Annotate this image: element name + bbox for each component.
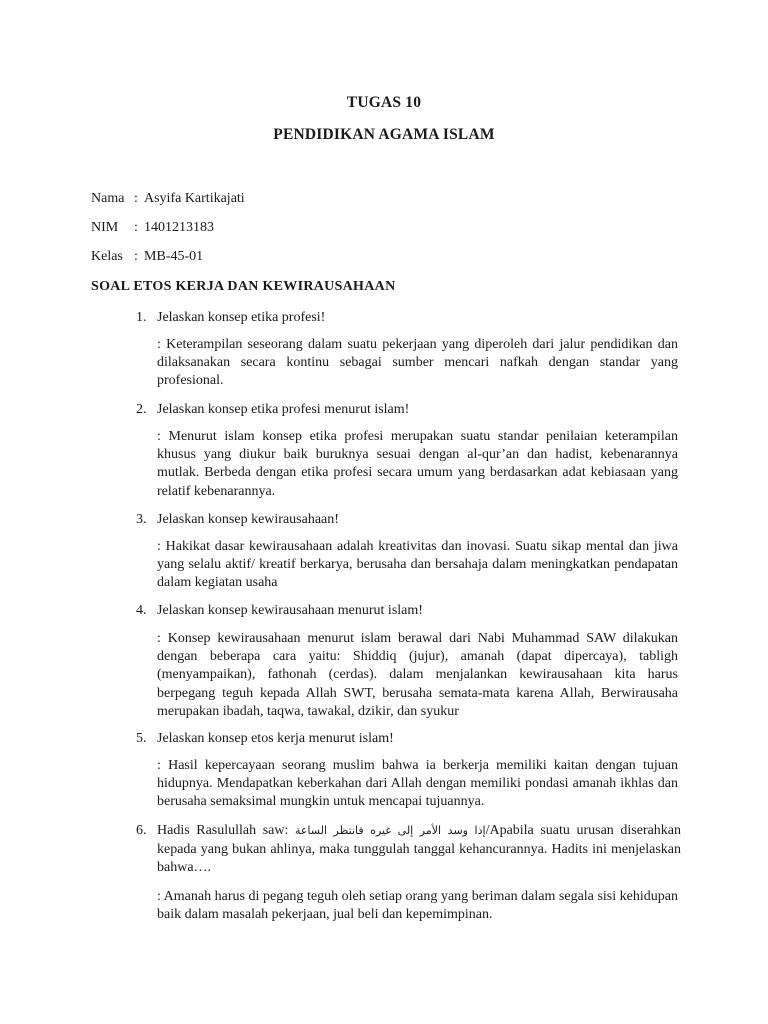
answer-5: : Hasil kepercayaan seorang muslim bahwa ia berkerja memiliki kaitan dengan tujuan hidupnya. Mendapatkan keberkahan dari Allah dengan memiliki pondasi amanah ikhlas dan berusaha semaksimal mungkin untuk mencapai tujuannya.	[157, 758, 678, 810]
question-text: Jelaskan konsep etos kerja menurut islam!	[157, 731, 394, 746]
question-2	[136, 401, 681, 419]
identity-label: Nama	[91, 191, 125, 206]
question-1	[136, 309, 681, 327]
question-6	[136, 822, 681, 878]
question-number: 5.	[136, 731, 147, 746]
answer-1: : Keterampilan seseorang dalam suatu pekerjaan yang diperoleh dari jalur pendidikan dan dilaksanakan secara kontinu sebagai sumber mencari nafkah dengan standar yang profesional.	[157, 337, 678, 389]
answer-4: : Konsep kewirausahaan menurut islam berawal dari Nabi Muhammad SAW dilakukan dengan beberapa cara yaitu: Shiddiq (jujur), amanah (dapat dipercaya), tabligh (menyampaikan), fathonah (cerdas). dalam menjalankan kewirausahaan kita harus berpegang teguh kepada Allah SWT, berusaha semata-mata karena Allah, Berwirausaha merupakan ibadah, taqwa, tawakal, dzikir, dan syukur	[157, 631, 678, 719]
identity-value: 1401213183	[144, 220, 214, 235]
arabic-hadith-text: إذا وسد الأمر إلى غيره فانتظر الساعة	[294, 824, 486, 837]
question-text: Jelaskan konsep etika profesi menurut islam!	[157, 402, 410, 417]
question-3	[136, 511, 681, 529]
answer-2: : Menurut islam konsep etika profesi merupakan suatu standar penilaian keterampilan khusus yang diukur baik buruknya sesuai dengan al-qur’an dan hadist, kebenarannya mutlak. Berbeda dengan etika profesi secara umum yang berdasarkan adat kebiasaan yang relatif kebenarannya.	[157, 429, 678, 499]
question-number: 6.	[136, 823, 147, 838]
question-number: 4.	[136, 603, 147, 618]
question-number: 2.	[136, 402, 147, 417]
identity-label: NIM	[91, 220, 119, 235]
identity-value: Asyifa Kartikajati	[144, 191, 245, 206]
question-text: Jelaskan konsep kewirausahaan menurut islam!	[157, 603, 423, 618]
answer-3: : Hakikat dasar kewirausahaan adalah kreativitas dan inovasi. Suatu sikap mental dan jiwa yang selalu aktif/ kreatif berkarya, berusaha dan bersahaja dalam meningkatkan pendapatan dalam kegiatan usaha	[157, 539, 678, 591]
identity-row-kelas	[91, 249, 203, 265]
question-text: Jelaskan konsep kewirausahaan!	[157, 512, 339, 527]
answer-6: : Amanah harus di pegang teguh oleh setiap orang yang beriman dalam segala sisi kehidupan baik dalam masalah pekerjaan, jual beli dan kepemimpinan.	[157, 889, 678, 923]
section-title: SOAL ETOS KERJA DAN KEWIRAUSAHAAN	[91, 279, 396, 294]
question-number: 3.	[136, 512, 147, 527]
question-text: Jelaskan konsep etika profesi!	[157, 310, 326, 325]
question-suffix: /Apabila suatu urusan diserahkan kepada yang bukan ahlinya, maka tunggulah tanggal kehancurannya. Hadits ini menjelaskan bahwa….	[157, 823, 682, 875]
identity-row-nim	[91, 220, 214, 236]
document-title: TUGAS 10	[346, 94, 422, 111]
identity-separator: :	[134, 249, 138, 264]
identity-separator: :	[134, 220, 138, 235]
question-text	[157, 822, 681, 878]
question-4	[136, 602, 681, 620]
question-number: 1.	[136, 310, 147, 325]
identity-label: Kelas	[91, 249, 123, 264]
identity-row-name	[91, 191, 245, 207]
document-subtitle: PENDIDIKAN AGAMA ISLAM	[273, 126, 495, 143]
identity-separator: :	[134, 191, 138, 206]
question-5	[136, 730, 681, 748]
identity-value: MB-45-01	[144, 249, 204, 264]
question-prefix: Hadis Rasulullah saw:	[157, 823, 289, 838]
